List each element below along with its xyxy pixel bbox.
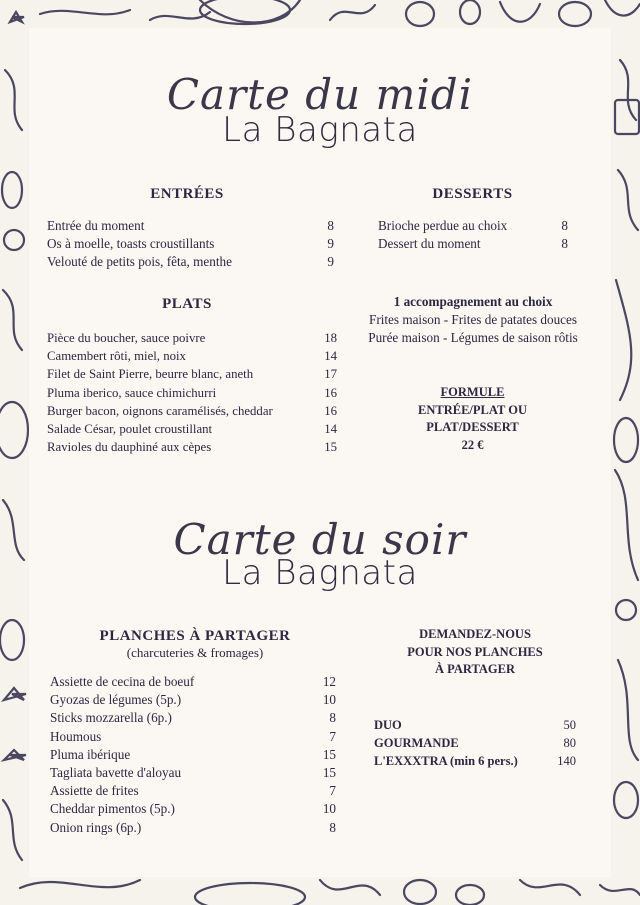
ask-line-1: DEMANDEZ-NOUS <box>419 627 531 641</box>
list-item: Cheddar pimentos (5p.) 10 <box>50 801 336 817</box>
list-item: DUO 50 <box>374 718 576 732</box>
desserts-list <box>378 217 568 253</box>
entrees-heading: ENTRÉES <box>150 186 224 202</box>
dinner-script-title: Carte du soir <box>173 515 467 564</box>
top-doodles <box>10 0 640 26</box>
planches-subtitle: (charcuteries & fromages) <box>126 645 264 660</box>
sides-line-2: Purée maison - Légumes de saison rôtis <box>368 330 578 346</box>
list-item: Filet de Saint Pierre, beurre blanc, aneth 17 <box>47 367 337 382</box>
sides-title: 1 accompagnement au choix <box>393 294 553 309</box>
plats-heading: PLATS <box>162 296 212 312</box>
planches-list <box>50 673 336 837</box>
list-item: Salade César, poulet croustillant 14 <box>47 421 337 436</box>
list-item: Pièce du boucher, sauce poivre 18 <box>47 331 337 345</box>
list-item: Os à moelle, toasts croustillants 9 <box>47 236 334 252</box>
list-item: Assiette de cecina de boeuf 12 <box>50 674 336 689</box>
lunch-brand: La Bagnata <box>222 110 418 150</box>
left-doodles <box>0 70 28 860</box>
list-item: Pluma ibérique 15 <box>50 746 336 762</box>
ask-block <box>380 626 570 679</box>
sides-line-1: Frites maison - Frites de patates douces <box>368 312 578 328</box>
right-doodles <box>614 60 639 818</box>
desserts-heading: DESSERTS <box>432 186 513 202</box>
lunch-script-title: Carte du midi <box>166 70 474 119</box>
list-item: L'EXXXTRA (min 6 pers.) 140 <box>374 754 576 769</box>
formule-line-2: PLAT/DESSERT <box>426 420 519 434</box>
sides-block <box>350 293 596 348</box>
list-item: Burger bacon, oignons caramélisés, cheddar 16 <box>47 403 337 418</box>
ask-line-3: À PARTAGER <box>435 662 515 676</box>
list-item: Onion rings (6p.) 8 <box>50 819 336 835</box>
formule-title: FORMULE <box>440 385 505 399</box>
formule-price: 22 € <box>461 437 484 452</box>
ask-line-2: POUR NOS PLANCHES <box>407 644 543 659</box>
list-item: Assiette de frites 7 <box>50 783 336 799</box>
formule-block <box>380 384 565 454</box>
entrees-list <box>47 217 334 272</box>
list-item: Dessert du moment 8 <box>378 236 568 252</box>
dinner-brand: La Bagnata <box>222 553 418 593</box>
list-item: GOURMANDE 80 <box>374 736 576 751</box>
list-item: Houmous 7 <box>50 728 336 744</box>
boards-list <box>374 716 576 771</box>
list-item: Tagliata bavette d'aloyau 15 <box>50 764 336 780</box>
plats-list <box>47 329 337 456</box>
planches-heading: PLANCHES À PARTAGER <box>99 628 291 644</box>
list-item: Entrée du moment 8 <box>47 218 334 233</box>
list-item: Sticks mozzarella (6p.) 8 <box>50 710 336 726</box>
list-item: Gyozas de légumes (5p.) 10 <box>50 692 336 708</box>
list-item: Ravioles du dauphiné aux cèpes 15 <box>47 440 337 455</box>
list-item: Brioche perdue au choix 8 <box>378 218 568 233</box>
list-item: Camembert rôti, miel, noix 14 <box>47 349 337 364</box>
formule-line-1: ENTRÉE/PLAT OU <box>418 402 527 417</box>
bottom-doodles <box>20 880 640 905</box>
list-item: Pluma iberico, sauce chimichurri 16 <box>47 385 337 400</box>
list-item: Velouté de petits pois, fêta, menthe 9 <box>47 254 334 270</box>
